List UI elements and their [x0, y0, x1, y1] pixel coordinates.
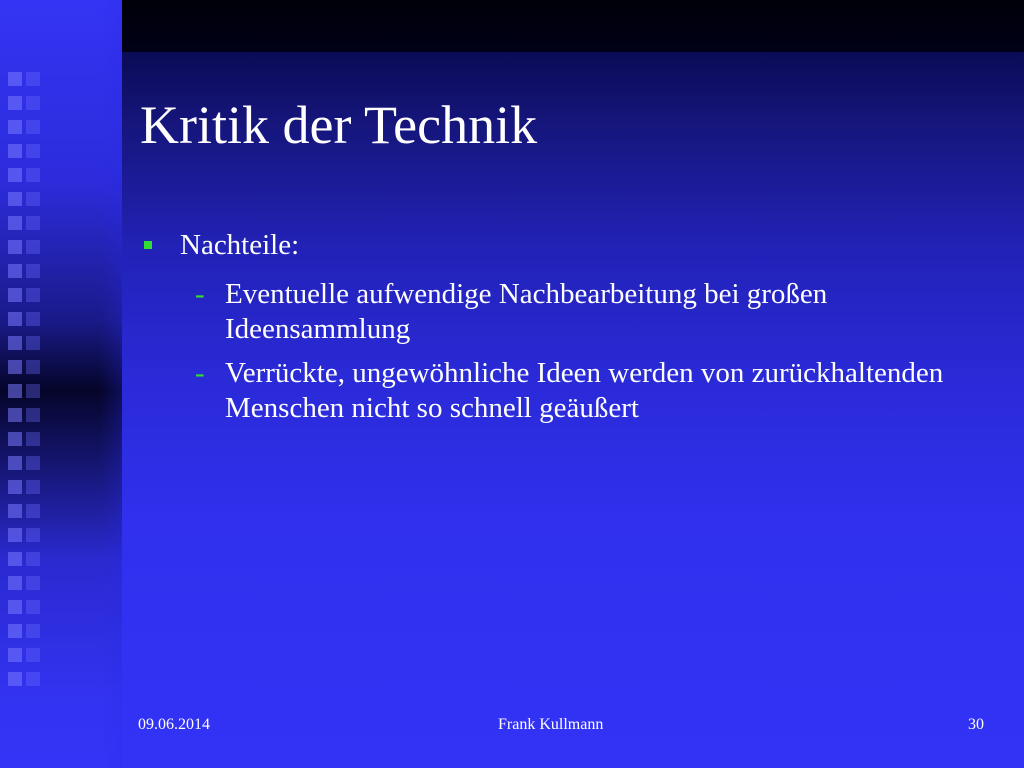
decorative-square: [8, 216, 22, 230]
decorative-square: [26, 624, 40, 638]
decorative-square: [26, 648, 40, 662]
decorative-square: [26, 336, 40, 350]
footer-author: Frank Kullmann: [498, 716, 604, 733]
slide-content: [140, 228, 1000, 436]
decorative-square: [8, 576, 22, 590]
decorative-square: [8, 504, 22, 518]
decorative-square: [8, 96, 22, 110]
decorative-square: [8, 456, 22, 470]
decorative-square: [26, 168, 40, 182]
decorative-square: [26, 360, 40, 374]
decorative-square: [26, 384, 40, 398]
dash-marker: -: [195, 357, 205, 390]
decorative-square: [26, 480, 40, 494]
decorative-square: [8, 624, 22, 638]
decorative-square: [8, 408, 22, 422]
footer-page-number: 30: [968, 716, 984, 733]
decorative-square: [8, 384, 22, 398]
decorative-square: [8, 432, 22, 446]
decorative-square: [26, 504, 40, 518]
decorative-square: [26, 216, 40, 230]
decorative-square: [8, 600, 22, 614]
decorative-square: [26, 288, 40, 302]
sub-bullet-item: [140, 356, 1000, 426]
decorative-square: [8, 648, 22, 662]
decorative-square: [26, 144, 40, 158]
dash-marker: -: [195, 277, 205, 310]
decorative-square: [26, 264, 40, 278]
decorative-square: [8, 264, 22, 278]
sub-bullet-text: Verrückte, ungewöhnliche Ideen werden von zurückhaltenden Menschen nicht so schnell geäußert: [225, 357, 944, 425]
bullet-square-icon: [144, 241, 152, 249]
decorative-square: [8, 240, 22, 254]
decorative-square: [26, 120, 40, 134]
decorative-square: [8, 192, 22, 206]
decorative-square: [8, 672, 22, 686]
decorative-square: [8, 312, 22, 326]
decorative-square: [26, 312, 40, 326]
decorative-square: [8, 480, 22, 494]
decorative-square: [8, 552, 22, 566]
decorative-square: [26, 192, 40, 206]
slide-title: Kritik der Technik: [140, 95, 538, 155]
decorative-square: [8, 528, 22, 542]
sub-bullet-text: Eventuelle aufwendige Nachbearbeitung bei großen Ideensammlung: [225, 277, 828, 345]
decorative-square: [8, 120, 22, 134]
decorative-square: [26, 96, 40, 110]
decorative-square: [26, 408, 40, 422]
decorative-square: [8, 360, 22, 374]
decorative-square: [8, 168, 22, 182]
bullet-label: Nachteile:: [180, 229, 300, 261]
top-band: [122, 0, 1024, 52]
left-decorative-strip: [0, 0, 122, 768]
decorative-square: [26, 552, 40, 566]
decorative-square: [8, 336, 22, 350]
decorative-square: [26, 240, 40, 254]
decorative-square: [8, 72, 22, 86]
decorative-square: [26, 672, 40, 686]
decorative-square: [8, 144, 22, 158]
decorative-square: [8, 288, 22, 302]
decorative-square: [26, 576, 40, 590]
decorative-square: [26, 456, 40, 470]
decorative-square: [26, 72, 40, 86]
decorative-square: [26, 528, 40, 542]
decorative-square: [26, 432, 40, 446]
bullet-item: [140, 228, 1000, 263]
sub-bullet-item: [140, 277, 1000, 347]
footer-date: 09.06.2014: [138, 716, 210, 733]
decorative-square: [26, 600, 40, 614]
